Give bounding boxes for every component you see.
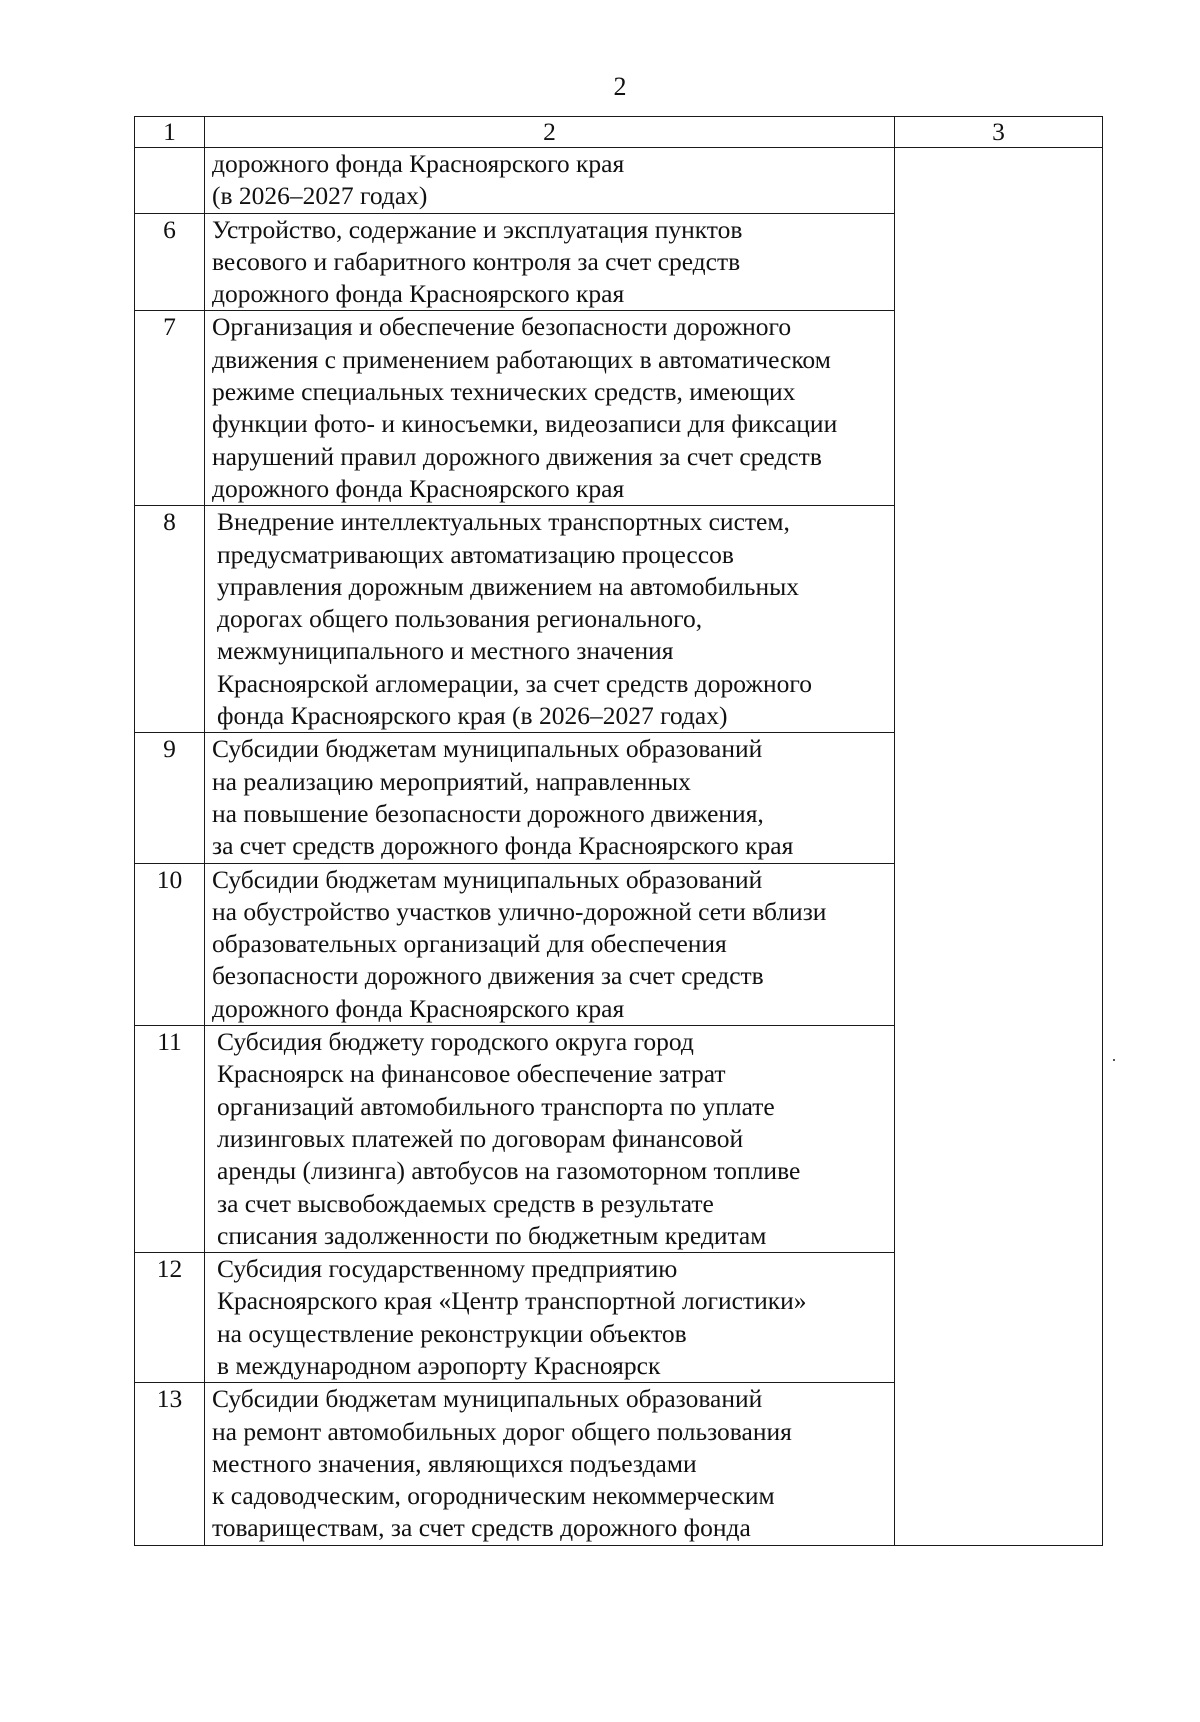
- scan-speck: [1113, 1059, 1115, 1061]
- row-number: 9: [135, 733, 205, 863]
- row-text: Субсидия государственному предприятию Красноярского края «Центр транспортной логистики» на осуществление реконструкции объектов в международном аэропорту Красноярск: [205, 1253, 895, 1383]
- row-text: Организация и обеспечение безопасности дорожного движения с применением работающих в автоматическом режиме специальных технических средств, имеющих функции фото- и киносъемки, видеозаписи для фиксации нарушений правил дорожного движения за счет средств дорожного фонда Красноярского края: [205, 311, 895, 506]
- header-col-2: 2: [205, 117, 895, 148]
- header-col-1: 1: [135, 117, 205, 148]
- row-text: Субсидии бюджетам муниципальных образований на ремонт автомобильных дорог общего пользования местного значения, являющихся подъездами к садоводческим, огородническим некоммерческим товариществам, за счет средств дорожного фонда: [205, 1383, 895, 1545]
- row-number: 12: [135, 1253, 205, 1383]
- row-text: Субсидии бюджетам муниципальных образований на реализацию мероприятий, направленных на повышение безопасности дорожного движения, за счет средств дорожного фонда Красноярского края: [205, 733, 895, 863]
- table-header-row: [135, 117, 1103, 148]
- row-number: [135, 148, 205, 214]
- row-text: дорожного фонда Красноярского края (в 2026–2027 годах): [205, 148, 895, 214]
- row-col3: [895, 148, 1103, 1546]
- header-col-3: 3: [895, 117, 1103, 148]
- row-number: 7: [135, 311, 205, 506]
- page-number: 2: [613, 72, 627, 101]
- row-text: Устройство, содержание и эксплуатация пунктов весового и габаритного контроля за счет средств дорожного фонда Красноярского края: [205, 213, 895, 311]
- row-text: Субсидия бюджету городского округа город Красноярск на финансовое обеспечение затрат организаций автомобильного транспорта по уплате лизинговых платежей по договорам финансовой аренды (лизинга) автобусов на газомоторном топливе за счет высвобождаемых средств в результате списания задолженности по бюджетным кредитам: [205, 1026, 895, 1253]
- row-number: 6: [135, 213, 205, 311]
- measures-table: [134, 116, 1103, 1546]
- row-number: 11: [135, 1026, 205, 1253]
- row-number: 13: [135, 1383, 205, 1545]
- row-text: Внедрение интеллектуальных транспортных систем, предусматривающих автоматизацию процессов управления дорожным движением на автомобильных дорогах общего пользования регионального, межмуниципального и местного значения Красноярской агломерации, за счет средств дорожного фонда Красноярского края (в 2026–2027 годах): [205, 506, 895, 733]
- row-text: Субсидии бюджетам муниципальных образований на обустройство участков улично-дорожной сети вблизи образовательных организаций для обеспечения безопасности дорожного движения за счет средств дорожного фонда Красноярского края: [205, 863, 895, 1025]
- row-number: 10: [135, 863, 205, 1025]
- table-row: [135, 148, 1103, 214]
- row-number: 8: [135, 506, 205, 733]
